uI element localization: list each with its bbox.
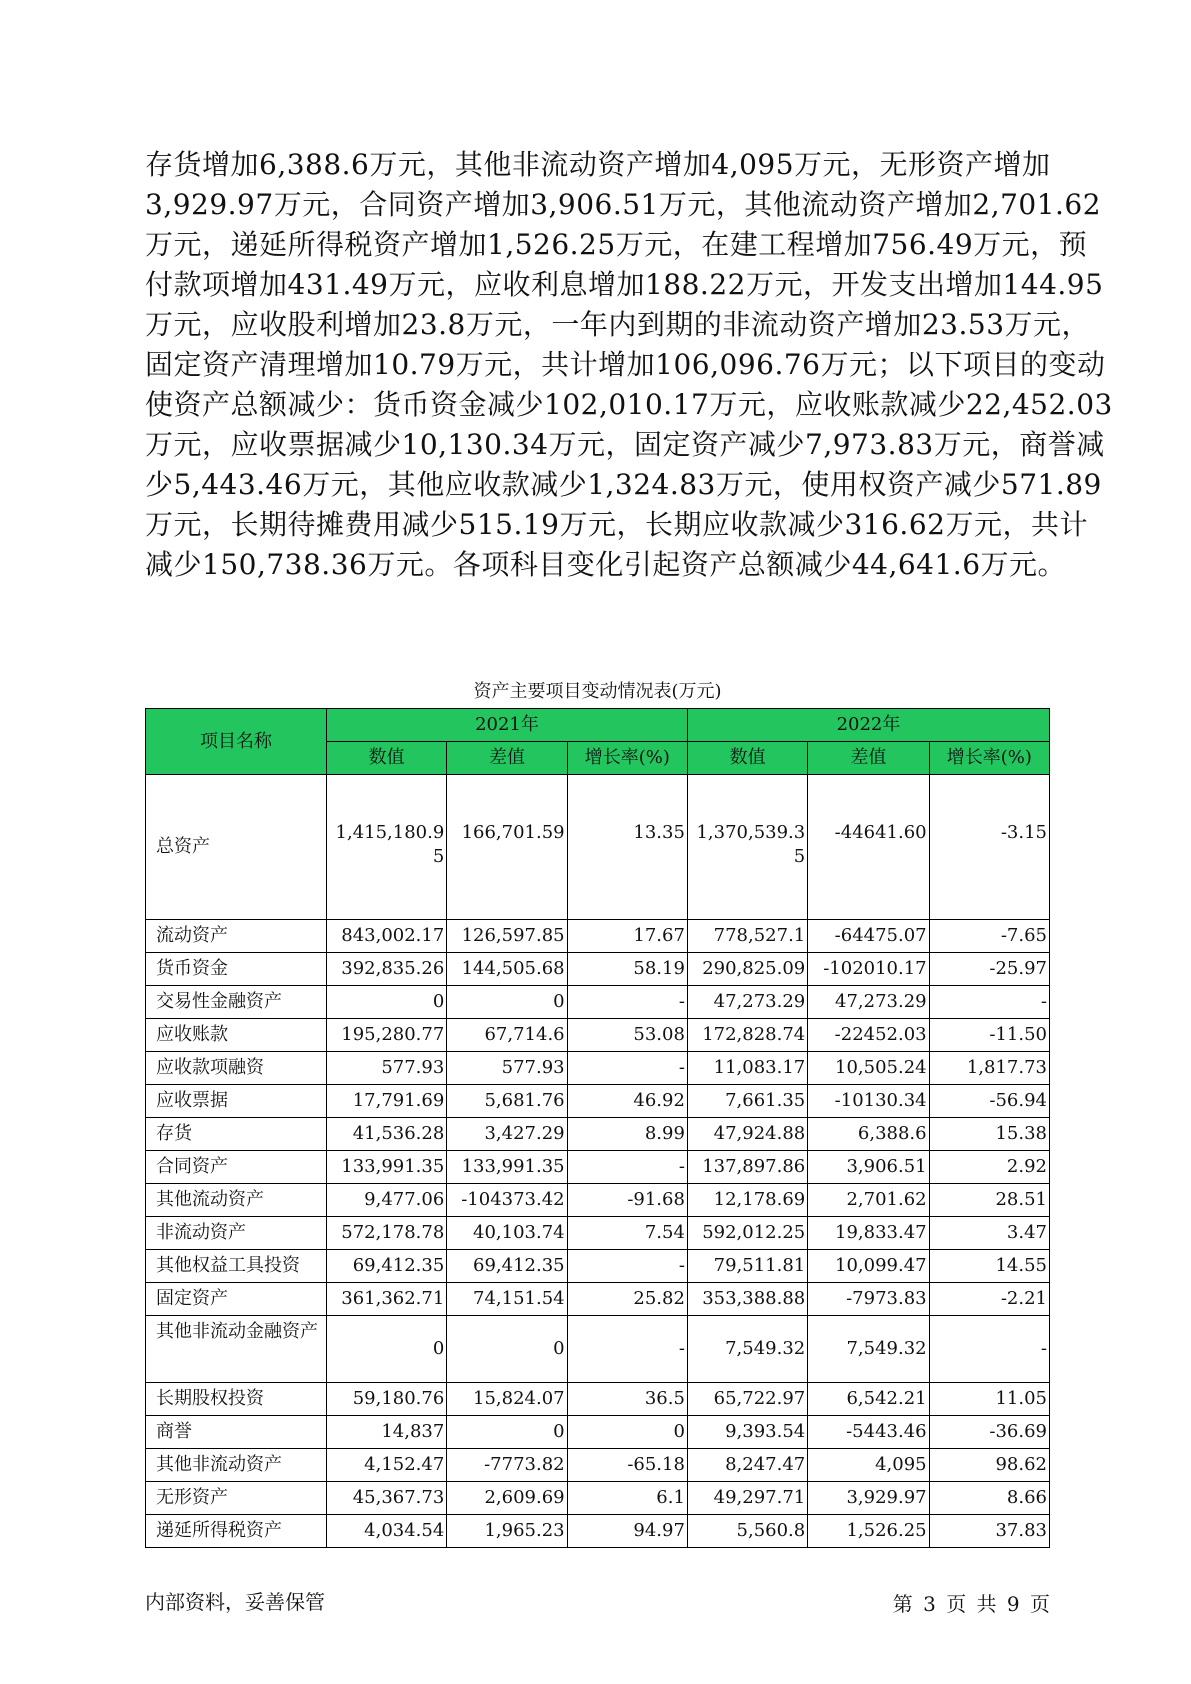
- header-value-2021: 数值: [327, 742, 447, 775]
- row-item-name: 交易性金融资产: [146, 986, 327, 1019]
- cell-value-2022: 137,897.86: [687, 1151, 807, 1184]
- paragraph-line: 少5,443.46万元，其他应收款减少1,324.83万元，使用权资产减少571.89: [145, 468, 1102, 501]
- cell-growth-2021: -65.18: [567, 1449, 687, 1482]
- paragraph-line: 万元，应收票据减少10,130.34万元，固定资产减少7,973.83万元，商誉减: [145, 428, 1105, 461]
- cell-diff-2021: 15,824.07: [447, 1383, 567, 1416]
- row-item-name: 总资产: [146, 775, 327, 920]
- cell-value-2021: 14,837: [327, 1416, 447, 1449]
- paragraph-line: 万元，长期待摊费用减少515.19万元，长期应收款减少316.62万元，共计: [145, 508, 1088, 541]
- cell-diff-2022: 7,549.32: [808, 1316, 929, 1383]
- cell-diff-2022: 6,388.6: [808, 1118, 929, 1151]
- cell-value-2022: 5,560.8: [687, 1515, 807, 1548]
- table-row: [146, 1482, 1050, 1515]
- cell-diff-2021: 67,714.6: [447, 1019, 567, 1052]
- table-row: [146, 1515, 1050, 1548]
- row-item-name: 其他流动资产: [146, 1184, 327, 1217]
- cell-value-2021: 133,991.35: [327, 1151, 447, 1184]
- cell-growth-2022: -36.69: [929, 1416, 1049, 1449]
- cell-diff-2021: -104373.42: [447, 1184, 567, 1217]
- header-item-name: 项目名称: [146, 709, 327, 775]
- cell-growth-2022: -: [929, 986, 1049, 1019]
- cell-value-2021: 17,791.69: [327, 1085, 447, 1118]
- header-value-2022: 数值: [687, 742, 807, 775]
- row-item-name: 递延所得税资产: [146, 1515, 327, 1548]
- cell-growth-2022: -25.97: [929, 953, 1049, 986]
- table-row: [146, 1283, 1050, 1316]
- body-paragraph: [145, 145, 1113, 585]
- cell-growth-2021: 6.1: [567, 1482, 687, 1515]
- cell-diff-2021: 2,609.69: [447, 1482, 567, 1515]
- cell-growth-2022: 98.62: [929, 1449, 1049, 1482]
- cell-diff-2021: 144,505.68: [447, 953, 567, 986]
- cell-growth-2022: 15.38: [929, 1118, 1049, 1151]
- cell-value-2022: 172,828.74: [687, 1019, 807, 1052]
- cell-value-2021: 69,412.35: [327, 1250, 447, 1283]
- table-row: [146, 1085, 1050, 1118]
- cell-growth-2021: -: [567, 1250, 687, 1283]
- row-item-name: 其他非流动资产: [146, 1449, 327, 1482]
- footer-confidential-note: 内部资料，妥善保管: [145, 1590, 325, 1614]
- cell-growth-2021: 13.35: [567, 775, 687, 920]
- table-row: [146, 920, 1050, 953]
- cell-diff-2022: 1,526.25: [808, 1515, 929, 1548]
- cell-value-2022: 49,297.71: [687, 1482, 807, 1515]
- cell-growth-2021: 0: [567, 1416, 687, 1449]
- paragraph-line: 3,929.97万元，合同资产增加3,906.51万元，其他流动资产增加2,701.62: [145, 188, 1102, 221]
- paragraph-line: 减少150,738.36万元。各项科目变化引起资产总额减少44,641.6万元。: [145, 548, 1067, 581]
- cell-growth-2021: 7.54: [567, 1217, 687, 1250]
- row-item-name: 非流动资产: [146, 1217, 327, 1250]
- cell-diff-2021: 126,597.85: [447, 920, 567, 953]
- cell-diff-2022: -10130.34: [808, 1085, 929, 1118]
- cell-value-2021: 0: [327, 1316, 447, 1383]
- cell-value-2022: 7,549.32: [687, 1316, 807, 1383]
- header-growth-2022: 增长率(%): [929, 742, 1049, 775]
- cell-value-2021: 9,477.06: [327, 1184, 447, 1217]
- cell-growth-2022: -7.65: [929, 920, 1049, 953]
- row-item-name: 合同资产: [146, 1151, 327, 1184]
- table-row: [146, 986, 1050, 1019]
- asset-change-table: [145, 708, 1050, 1548]
- cell-value-2022: 290,825.09: [687, 953, 807, 986]
- cell-value-2022: 47,924.88: [687, 1118, 807, 1151]
- cell-diff-2022: -7973.83: [808, 1283, 929, 1316]
- cell-value-2022: 47,273.29: [687, 986, 807, 1019]
- row-item-name: 应收款项融资: [146, 1052, 327, 1085]
- table-row: [146, 1449, 1050, 1482]
- cell-value-2021: 392,835.26: [327, 953, 447, 986]
- table-row: [146, 1250, 1050, 1283]
- cell-growth-2022: 8.66: [929, 1482, 1049, 1515]
- table-row: [146, 1217, 1050, 1250]
- cell-diff-2021: 0: [447, 1416, 567, 1449]
- paragraph-line: 付款项增加431.49万元，应收利息增加188.22万元，开发支出增加144.95: [145, 268, 1104, 301]
- cell-growth-2021: 17.67: [567, 920, 687, 953]
- header-diff-2022: 差值: [808, 742, 929, 775]
- cell-value-2021: 4,034.54: [327, 1515, 447, 1548]
- cell-value-2022: 8,247.47: [687, 1449, 807, 1482]
- cell-value-2022: 79,511.81: [687, 1250, 807, 1283]
- header-year-2022: 2022年: [687, 709, 1049, 742]
- cell-growth-2022: 37.83: [929, 1515, 1049, 1548]
- cell-growth-2021: -: [567, 1316, 687, 1383]
- paragraph-line: 万元，应收股利增加23.8万元，一年内到期的非流动资产增加23.53万元，: [145, 308, 1091, 341]
- cell-value-2021: 41,536.28: [327, 1118, 447, 1151]
- header-year-2021: 2021年: [327, 709, 688, 742]
- cell-value-2021: 195,280.77: [327, 1019, 447, 1052]
- row-item-name: 商誉: [146, 1416, 327, 1449]
- row-item-name: 流动资产: [146, 920, 327, 953]
- cell-growth-2021: 58.19: [567, 953, 687, 986]
- cell-value-2021: 843,002.17: [327, 920, 447, 953]
- cell-diff-2021: 0: [447, 1316, 567, 1383]
- table-row: [146, 1184, 1050, 1217]
- table-caption: 资产主要项目变动情况表(万元): [473, 681, 722, 702]
- row-item-name: 固定资产: [146, 1283, 327, 1316]
- cell-value-2022: 353,388.88: [687, 1283, 807, 1316]
- cell-diff-2021: 40,103.74: [447, 1217, 567, 1250]
- cell-diff-2021: 74,151.54: [447, 1283, 567, 1316]
- table-row: [146, 1052, 1050, 1085]
- cell-growth-2021: -91.68: [567, 1184, 687, 1217]
- table-row: [146, 953, 1050, 986]
- cell-diff-2022: -64475.07: [808, 920, 929, 953]
- cell-value-2022: 592,012.25: [687, 1217, 807, 1250]
- cell-growth-2022: 28.51: [929, 1184, 1049, 1217]
- cell-diff-2022: 47,273.29: [808, 986, 929, 1019]
- table-row: [146, 1118, 1050, 1151]
- cell-growth-2022: -: [929, 1316, 1049, 1383]
- cell-value-2022: 65,722.97: [687, 1383, 807, 1416]
- table-row: [146, 1416, 1050, 1449]
- cell-diff-2022: -5443.46: [808, 1416, 929, 1449]
- cell-growth-2022: 2.92: [929, 1151, 1049, 1184]
- cell-diff-2021: 0: [447, 986, 567, 1019]
- paragraph-line: 使资产总额减少：货币资金减少102,010.17万元，应收账款减少22,452.03: [145, 388, 1113, 421]
- header-diff-2021: 差值: [447, 742, 567, 775]
- cell-value-2021: 572,178.78: [327, 1217, 447, 1250]
- cell-diff-2022: -102010.17: [808, 953, 929, 986]
- cell-diff-2021: 133,991.35: [447, 1151, 567, 1184]
- cell-diff-2022: 3,906.51: [808, 1151, 929, 1184]
- cell-value-2022: 1,370,539.35: [687, 775, 807, 920]
- cell-growth-2022: -2.21: [929, 1283, 1049, 1316]
- cell-growth-2022: -3.15: [929, 775, 1049, 920]
- row-item-name: 其他权益工具投资: [146, 1250, 327, 1283]
- cell-diff-2022: -22452.03: [808, 1019, 929, 1052]
- cell-value-2022: 9,393.54: [687, 1416, 807, 1449]
- cell-growth-2021: 8.99: [567, 1118, 687, 1151]
- cell-growth-2022: -56.94: [929, 1085, 1049, 1118]
- cell-value-2021: 45,367.73: [327, 1482, 447, 1515]
- cell-value-2021: 0: [327, 986, 447, 1019]
- cell-growth-2021: -: [567, 1052, 687, 1085]
- cell-growth-2021: 94.97: [567, 1515, 687, 1548]
- cell-diff-2022: 4,095: [808, 1449, 929, 1482]
- cell-growth-2022: 14.55: [929, 1250, 1049, 1283]
- row-item-name: 存货: [146, 1118, 327, 1151]
- table-row: [146, 1383, 1050, 1416]
- table-row: [146, 1151, 1050, 1184]
- cell-growth-2022: -11.50: [929, 1019, 1049, 1052]
- row-item-name: 应收票据: [146, 1085, 327, 1118]
- cell-value-2021: 361,362.71: [327, 1283, 447, 1316]
- footer-page-number: 第 3 页 共 9 页: [892, 1592, 1050, 1616]
- table-row: [146, 1316, 1050, 1383]
- cell-growth-2021: 36.5: [567, 1383, 687, 1416]
- cell-diff-2022: 2,701.62: [808, 1184, 929, 1217]
- cell-diff-2021: 577.93: [447, 1052, 567, 1085]
- cell-value-2022: 12,178.69: [687, 1184, 807, 1217]
- cell-diff-2021: 1,965.23: [447, 1515, 567, 1548]
- cell-growth-2022: 1,817.73: [929, 1052, 1049, 1085]
- paragraph-line: 固定资产清理增加10.79万元，共计增加106,096.76万元；以下项目的变动: [145, 348, 1106, 381]
- cell-growth-2021: -: [567, 986, 687, 1019]
- row-item-name: 货币资金: [146, 953, 327, 986]
- cell-value-2021: 59,180.76: [327, 1383, 447, 1416]
- cell-diff-2022: 6,542.21: [808, 1383, 929, 1416]
- row-item-name: 无形资产: [146, 1482, 327, 1515]
- header-growth-2021: 增长率(%): [567, 742, 687, 775]
- table-row: [146, 775, 1050, 920]
- cell-diff-2021: -7773.82: [447, 1449, 567, 1482]
- paragraph-line: 存货增加6,388.6万元，其他非流动资产增加4,095万元，无形资产增加: [145, 148, 1051, 181]
- row-item-name: 其他非流动金融资产: [146, 1316, 327, 1383]
- cell-growth-2021: -: [567, 1151, 687, 1184]
- cell-diff-2022: 3,929.97: [808, 1482, 929, 1515]
- cell-diff-2021: 166,701.59: [447, 775, 567, 920]
- cell-value-2021: 577.93: [327, 1052, 447, 1085]
- cell-growth-2021: 53.08: [567, 1019, 687, 1052]
- row-item-name: 应收账款: [146, 1019, 327, 1052]
- cell-diff-2022: 10,505.24: [808, 1052, 929, 1085]
- cell-diff-2021: 69,412.35: [447, 1250, 567, 1283]
- cell-value-2021: 4,152.47: [327, 1449, 447, 1482]
- cell-value-2022: 7,661.35: [687, 1085, 807, 1118]
- cell-value-2022: 778,527.1: [687, 920, 807, 953]
- cell-growth-2021: 25.82: [567, 1283, 687, 1316]
- cell-diff-2022: -44641.60: [808, 775, 929, 920]
- paragraph-line: 万元，递延所得税资产增加1,526.25万元，在建工程增加756.49万元，预: [145, 228, 1088, 261]
- cell-growth-2022: 3.47: [929, 1217, 1049, 1250]
- cell-diff-2022: 19,833.47: [808, 1217, 929, 1250]
- cell-diff-2022: 10,099.47: [808, 1250, 929, 1283]
- cell-diff-2021: 5,681.76: [447, 1085, 567, 1118]
- cell-value-2021: 1,415,180.95: [327, 775, 447, 920]
- cell-growth-2022: 11.05: [929, 1383, 1049, 1416]
- cell-growth-2021: 46.92: [567, 1085, 687, 1118]
- table-row: [146, 1019, 1050, 1052]
- cell-diff-2021: 3,427.29: [447, 1118, 567, 1151]
- cell-value-2022: 11,083.17: [687, 1052, 807, 1085]
- row-item-name: 长期股权投资: [146, 1383, 327, 1416]
